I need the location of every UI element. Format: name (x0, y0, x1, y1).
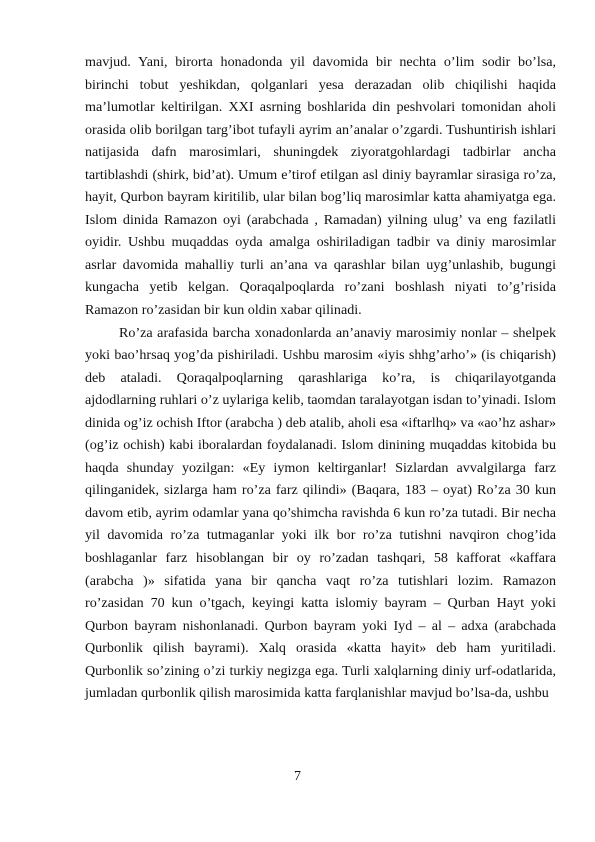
page-number: 7 (294, 769, 301, 784)
paragraph-2: Ro’za arafasida barcha xonadonlarda an’anaviy marosimiy nonlar – shelpek yoki bao’hrsaq yog’da pishiriladi. Ushbu marosim «iyis shhg’arho’» (is chiqarish) deb ataladi. Qoraqalpoqlarning qarashlariga ko’ra, is chiqarilayotganda ajdodlarning ruhlari o’z uylariga kelib, taomdan taralayotgan isdan to’yinadi. Islom dinida og’iz ochish Iftor (arabcha ) deb atalib, aholi esa «iftarlhq» va «ao’hz ashar» (og’iz ochish) kabi iboralardan foydalanadi. Islom dinining muqaddas kitobida bu haqda shunday yozilgan: «Ey iymon keltirganlar! Sizlardan avvalgilarga farz qilinganidek, sizlarga ham ro’za farz qilindi» (Baqara, 183 – oyat) Ro’za 30 kun davom etib, ayrim odamlar yana qo’shimcha ravishda 6 kun ro’za tutadi. Bir necha yil davomida ro’za tutmaganlar yoki ilk bor ro’za tutishni navqiron chog’ida boshlaganlar farz hisoblangan bir oy ro’zadan tashqari, 58 kafforat «kaffara (arabcha )» sifatida yana bir qancha vaqt ro’za tutishlari lozim. Ramazon ro’zasidan 70 kun o’tgach, keyingi katta islomiy bayram – Qurban Hayt yoki Qurbon bayram nishonlanadi. Qurbon bayram yoki Iyd – al – adxa (arabchada Qurbonlik qilish bayrami). Xalq orasida «katta hayit» deb ham yuritiladi. Qurbonlik so’zining o’zi turkiy negizga ega. Turli xalqlarning diniy urf-odatlarida, jumladan qurbonlik qilish marosimida katta farqlanishlar mavjud bo’lsa-da, ushbu (85, 324, 556, 702)
paragraph-1: mavjud. Yani, birorta honadonda yil davomida bir nechta o’lim sodir bo’lsa, birinchi tobut yeshikdan, qolganlari yesa derazadan olib chiqilishi haqida ma’lumotlar keltirilgan. XXI asrning boshlarida din peshvolari tomonidan aholi orasida olib borilgan targ’ibot tufayli ayrim an’analar o’zgardi. Tushuntirish ishlari natijasida dafn marosimlari, shuningdek ziyoratgohlardagi tadbirlar ancha tartiblashdi (shirk, bid’at). Umum e’tirof etilgan asl diniy bayramlar sirasiga ro’za, hayit, Qurbon bayram kiritilib, ular bilan bog’liq marosimlar katta ahamiyatga ega. Islom dinida Ramazon oyi (arabchada , Ramadan) yilning ulug’ va eng fazilatli oyidir. Ushbu muqaddas oyda amalga oshiriladigan tadbir va diniy marosimlar asrlar davomida mahalliy turli an’ana va qarashlar bilan uyg’unlashib, bugungi kungacha yetib kelgan. Qoraqalpoqlarda ro’zani boshlash niyati to’g’risida Ramazon ro’zasidan bir kun oldin xabar qilinadi. (85, 54, 556, 319)
document-body (85, 51, 556, 705)
